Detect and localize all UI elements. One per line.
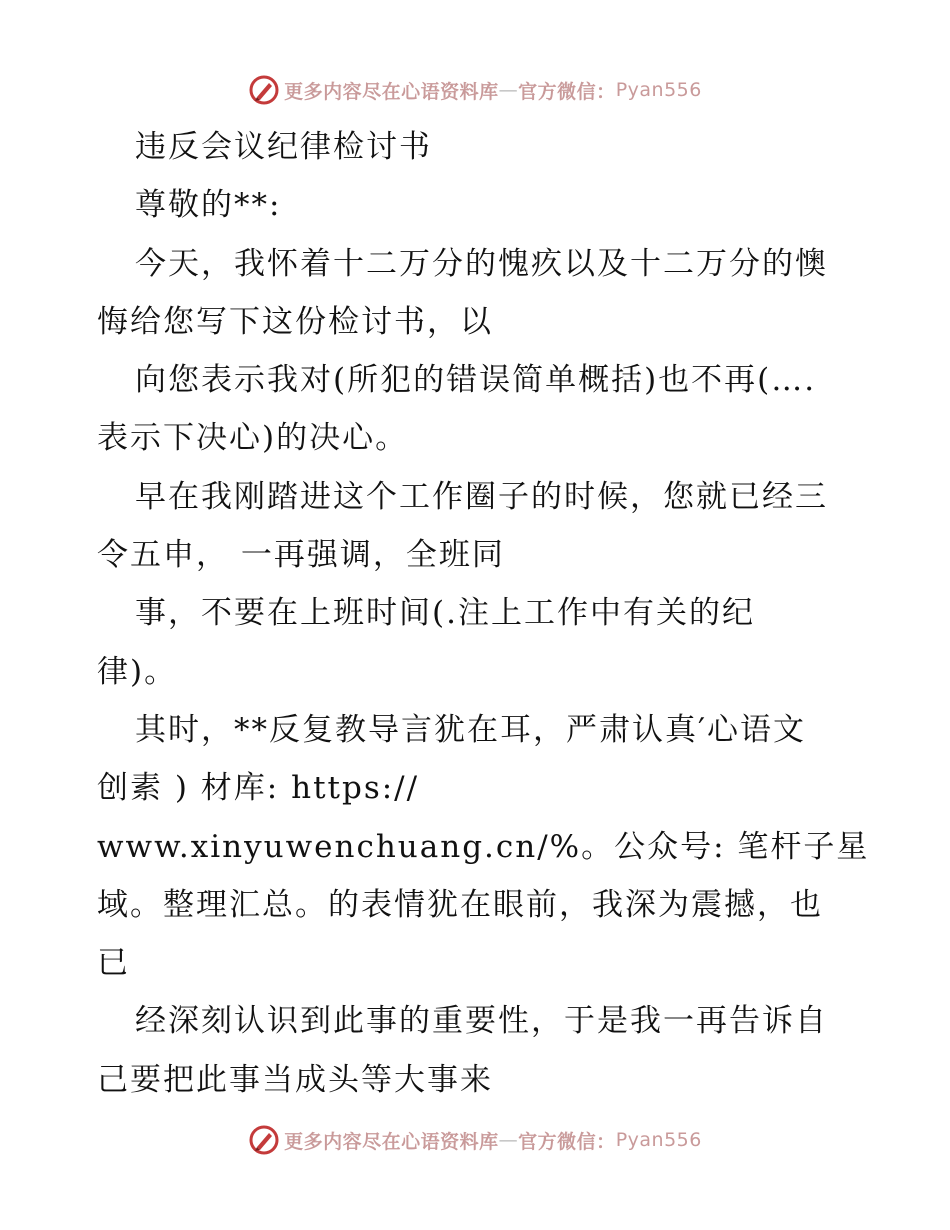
watermark-header <box>0 72 950 108</box>
pen-logo-icon <box>248 74 280 106</box>
watermark-main-text: 更多内容尽在心语资料库 <box>284 80 499 103</box>
paragraph-line: 域。整理汇总。的表情犹在眼前，我深为震撼，也 <box>97 886 823 923</box>
watermark-footer <box>0 1122 950 1158</box>
paragraph-line: 己要把此事当成头等大事来 <box>97 1061 493 1098</box>
document-title: 违反会议纪律检讨书 <box>135 129 432 165</box>
document-body <box>97 118 870 1109</box>
watermark-label: 官方微信： <box>518 80 616 103</box>
paragraph-line: www.xinyuwenchuang.cn/%。公众号: 笔杆子星 <box>97 828 870 865</box>
watermark-main-text: 更多内容尽在心语资料库 <box>284 1130 499 1153</box>
watermark-separator: — <box>498 79 519 101</box>
paragraph-line: 创素 ) 材库: https:// <box>97 770 420 807</box>
paragraph-line: 表示下决心)的决心。 <box>97 420 409 457</box>
paragraph-line: 今天，我怀着十二万分的愧疚以及十二万分的懊 <box>135 245 828 282</box>
watermark-separator: — <box>498 1129 519 1151</box>
paragraph-line: 其时，**反复教导言犹在耳，严肃认真′心语文 <box>135 711 807 748</box>
paragraph-line: 早在我刚踏进这个工作圈子的时候，您就已经三 <box>135 478 828 515</box>
watermark-label: 官方微信： <box>518 1130 616 1153</box>
paragraph-line: 已 <box>97 945 130 982</box>
paragraph-line: 律)。 <box>97 653 178 690</box>
watermark-wechat-id: Pyan556 <box>615 79 702 101</box>
paragraph-line: 经深刻认识到此事的重要性，于是我一再告诉自 <box>135 1003 828 1040</box>
paragraph-line: 令五申， 一再强调，全班同 <box>97 537 505 574</box>
pen-logo-icon <box>248 1124 280 1156</box>
paragraph-line: 事，不要在上班时间(.注上工作中有关的纪 <box>135 595 755 632</box>
paragraph-line: 向您表示我对(所犯的错误简单概括)也不再(…. <box>135 362 817 399</box>
salutation: 尊敬的**: <box>135 187 282 224</box>
watermark-wechat-id: Pyan556 <box>615 1129 702 1151</box>
paragraph-line: 悔给您写下这份检讨书，以 <box>97 303 493 340</box>
